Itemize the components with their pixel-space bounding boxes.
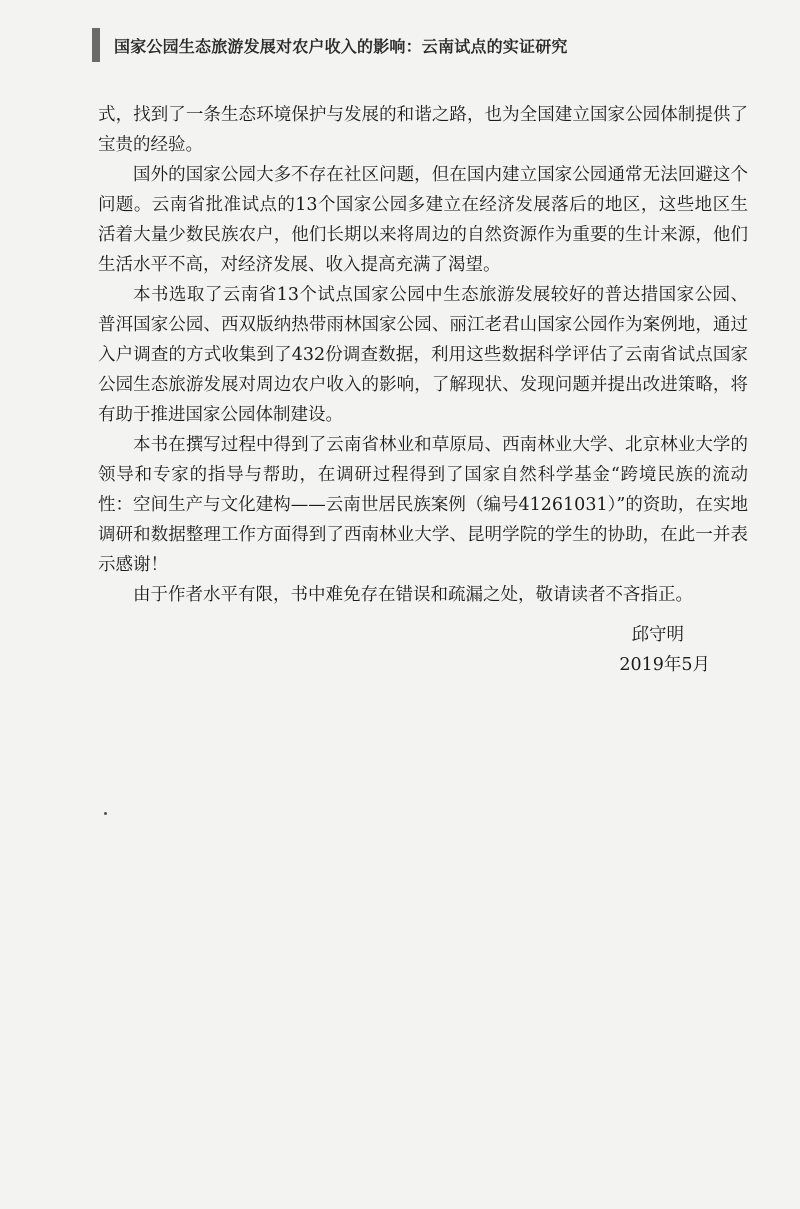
paragraph-continued: 式，找到了一条生态环境保护与发展的和谐之路，也为全国建立国家公园体制提供了宝贵的经验。 <box>98 105 748 155</box>
running-header-title: 国家公园生态旅游发展对农户收入的影响：云南试点的实证研究 <box>114 36 568 56</box>
body-text <box>98 100 748 610</box>
signature-date: 2019年5月 <box>619 655 710 675</box>
author-name: 邱守明 <box>631 625 684 645</box>
paragraph-closing: 由于作者水平有限，书中难免存在错误和疏漏之处，敬请读者不吝指正。 <box>133 585 693 605</box>
signature-block <box>619 620 710 680</box>
paragraph-case-selection: 本书选取了云南省13个试点国家公园中生态旅游发展较好的普达措国家公园、普洱国家公园、西双版纳热带雨林国家公园、丽江老君山国家公园作为案例地，通过入户调查的方式收集到了432份调查数据，利用这些数据科学评估了云南省试点国家公园生态旅游发展对周边农户收入的影响，了解现状、发现问题并提出改进策略，将有助于推进国家公园体制建设。 <box>98 285 748 425</box>
running-header <box>92 28 762 62</box>
paper-speck <box>104 812 107 815</box>
header-bar <box>92 28 100 62</box>
paragraph-acknowledgements: 本书在撰写过程中得到了云南省林业和草原局、西南林业大学、北京林业大学的领导和专家的指导与帮助，在调研过程得到了国家自然科学基金“跨境民族的流动性：空间生产与文化建构——云南世居民族案例（编号41261031）”的资助，在实地调研和数据整理工作方面得到了西南林业大学、昆明学院的学生的协助，在此一并表示感谢！ <box>98 435 748 575</box>
paragraph-community-issue: 国外的国家公园大多不存在社区问题，但在国内建立国家公园通常无法回避这个问题。云南省批准试点的13个国家公园多建立在经济发展落后的地区，这些地区生活着大量少数民族农户，他们长期以来将周边的自然资源作为重要的生计来源，他们生活水平不高，对经济发展、收入提高充满了渴望。 <box>98 165 748 275</box>
